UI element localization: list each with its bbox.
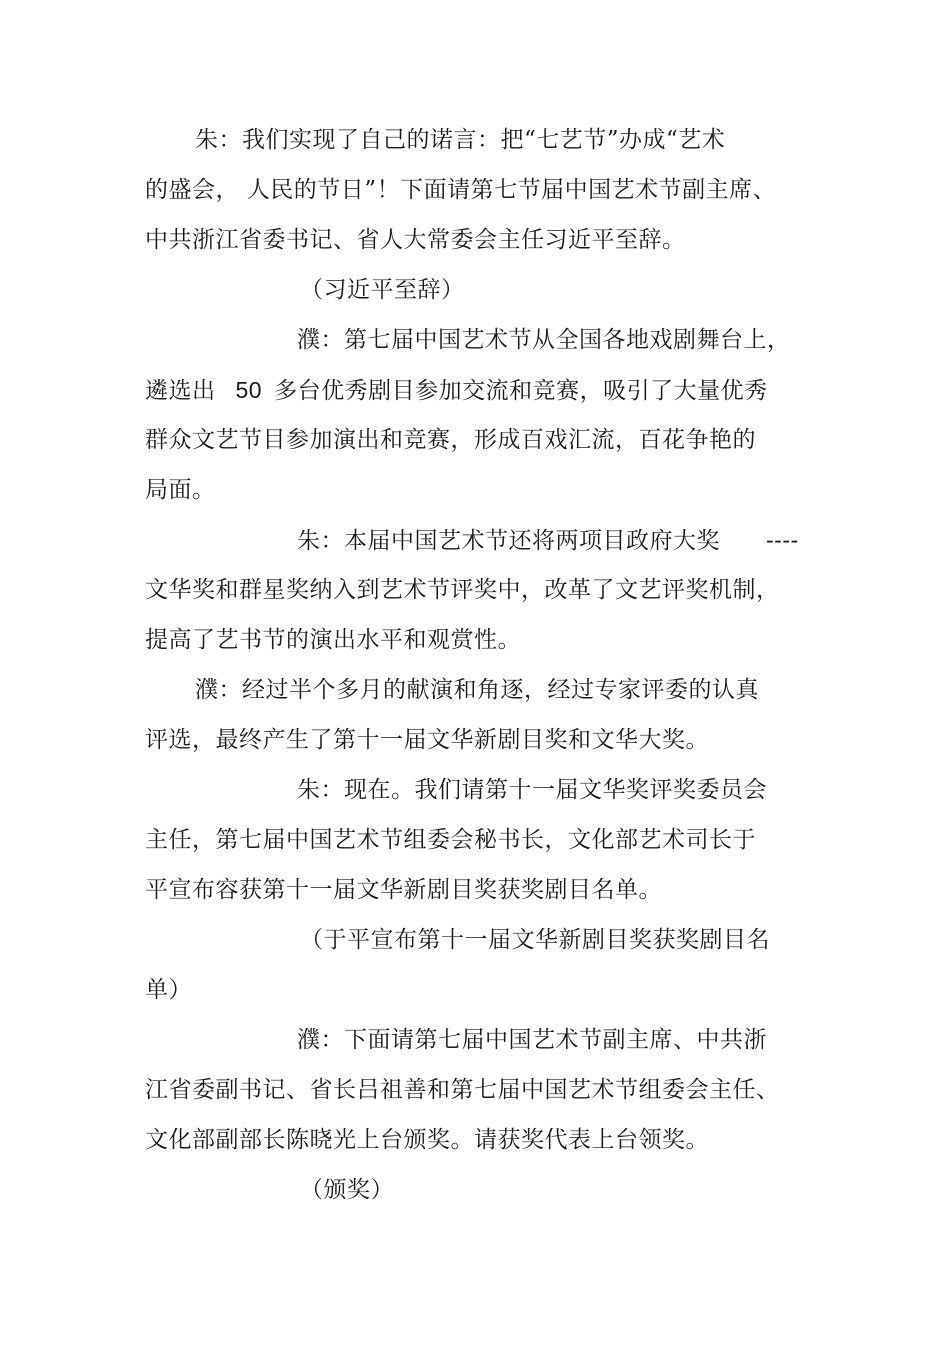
stage-direction: （于平宣布第十一届文华新剧目奖获奖剧目名: [300, 927, 770, 953]
stage-direction: 单）: [145, 977, 192, 1003]
text-line: 文华奖和群星奖纳入到艺术节评奖中，改革了文艺评奖机制，: [145, 577, 780, 603]
text-line: 濮：下面请第七届中国艺术节副主席、中共浙: [297, 1027, 767, 1053]
text-line: 江省委副书记、省长吕祖善和第七届中国艺术节组委会主任、: [145, 1077, 780, 1103]
stage-direction: （习近平至辞）: [300, 277, 465, 303]
text-segment: 遴选出: [145, 378, 216, 404]
text-line: 濮：经过半个多月的献演和角逐，经过专家评委的认真: [195, 677, 759, 703]
text-line: 中共浙江省委书记、省人大常委会主任习近平至辞。: [145, 227, 686, 253]
stage-direction: （颁奖）: [300, 1177, 394, 1203]
number-text: 50: [235, 377, 263, 403]
text-line: 朱：现在。我们请第十一届文华奖评奖委员会: [297, 777, 767, 803]
text-segment: 多台优秀剧目参加交流和竞赛，吸引了大量优秀: [274, 378, 768, 404]
text-line: 提高了艺书节的演出水平和观赏性。: [145, 627, 521, 653]
text-line: 朱：我们实现了自己的诺言：把“七艺节”办成“艺术: [195, 127, 726, 153]
text-line: [297, 525, 799, 556]
text-line: 濮：第七届中国艺术节从全国各地戏剧舞台上，: [297, 327, 791, 353]
text-line: 主任，第七届中国艺术节组委会秘书长，文化部艺术司长于: [145, 827, 756, 853]
text-line: 平宣布容获第十一届文华新剧目奖获奖剧目名单。: [145, 877, 662, 903]
text-line: [145, 375, 768, 406]
text-line: 评选，最终产生了第十一届文华新剧目奖和文华大奖。: [145, 727, 709, 753]
dash-text: ----: [766, 527, 799, 553]
text-line: 的盛会， 人民的节日”！下面请第七节届中国艺术节副主席、: [145, 177, 777, 203]
text-line: 群众文艺节目参加演出和竞赛，形成百戏汇流，百花争艳的: [145, 427, 756, 453]
text-line: 文化部副部长陈晓光上台颁奖。请获奖代表上台领奖。: [145, 1127, 709, 1153]
text-line: 局面。: [145, 477, 216, 503]
text-segment: 朱：本届中国艺术节还将两项目政府大奖: [297, 528, 720, 554]
